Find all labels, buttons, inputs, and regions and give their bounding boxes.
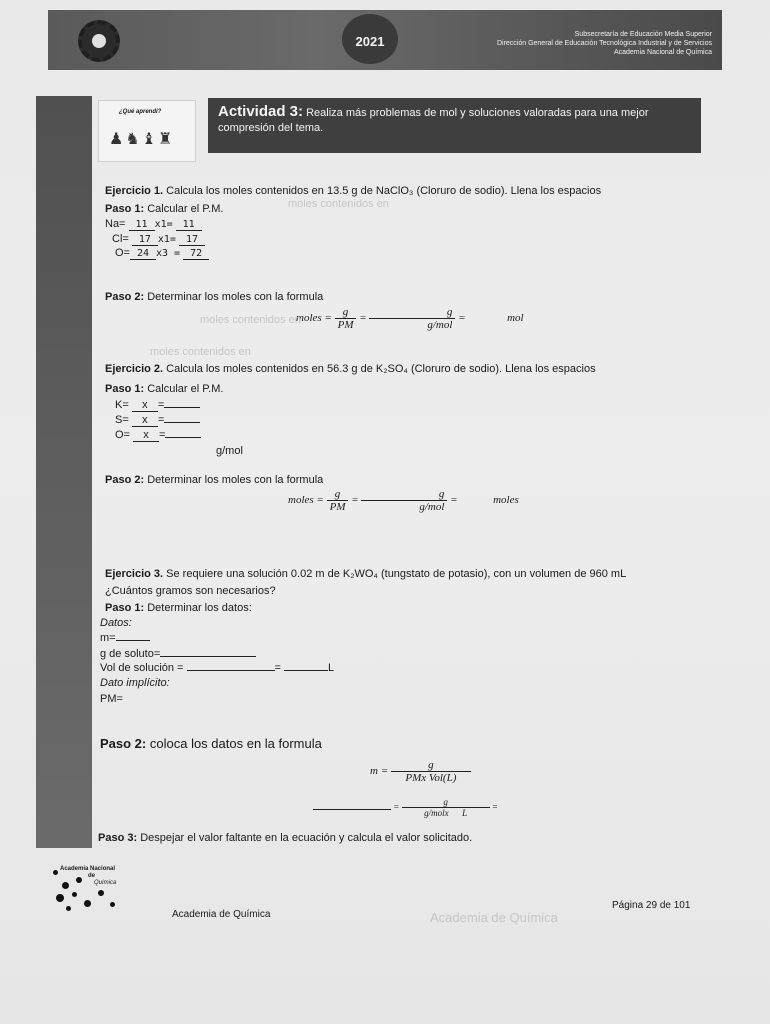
fraction-denominator: g/mol: [427, 319, 453, 331]
g-soluto-label: g de soluto=: [100, 648, 161, 660]
formula-equals: =: [393, 801, 400, 812]
formula-unit: mol: [507, 312, 524, 325]
institution-line-1: Subsecretaría de Educación Media Superior: [574, 31, 712, 38]
multiplier: x: [132, 414, 158, 427]
ex2-row-k: [115, 399, 200, 412]
den-l: L: [462, 808, 468, 818]
fraction-denominator: [402, 808, 490, 818]
element-label: S=: [115, 414, 129, 426]
result-blank: [165, 437, 201, 438]
year-badge: 2021: [342, 14, 398, 64]
g-soluto-blank: [160, 656, 256, 657]
ex1-heading: Ejercicio 1.: [105, 185, 164, 197]
formula-equals: =: [359, 312, 367, 325]
ex2-heading: Ejercicio 2.: [105, 363, 164, 375]
result-value: 72: [183, 248, 209, 260]
fraction-g-over-gmol: [369, 306, 455, 331]
bleed-through-text: moles contenidos en: [288, 198, 389, 210]
que-aprendi-label: ¿Qué aprendí?: [119, 109, 162, 115]
multiplier: x1=: [157, 234, 176, 245]
bleed-through-text: Academia de Química: [430, 910, 558, 925]
ex1-step1-text: Calcular el P.M.: [147, 203, 224, 215]
multiplier: x3 =: [155, 248, 181, 259]
ex2-statement: Calcula los moles contenidos en 56.3 g de K₂SO₄ (Cloruro de sodio). Llena los espacios: [166, 363, 596, 375]
fraction-g-over-pm: [327, 488, 349, 513]
ex1-row-cl: [112, 233, 205, 246]
fraction-numerator: g: [327, 488, 349, 501]
result-blank: [164, 407, 200, 408]
ex2-row-o: [115, 429, 201, 442]
footer-page-number: Página 29 de 101: [612, 900, 691, 911]
formula-equals: =: [351, 494, 359, 507]
fraction-g-over-pm-vol: [391, 759, 471, 784]
fraction-g-over-pm: [335, 306, 357, 331]
ex1-moles-formula: [296, 306, 524, 331]
formula-equals: =: [458, 312, 466, 325]
logo-text-2: de: [88, 873, 96, 879]
bleed-through-text: moles contenidos en: [150, 346, 251, 358]
formula-unit: moles: [493, 494, 519, 507]
fraction-denominator: g/mol: [419, 501, 445, 513]
ex3-molality-formula: [370, 759, 471, 784]
ex2-moles-formula: [288, 488, 519, 513]
formula-lhs: m =: [370, 765, 389, 778]
formula-equals: =: [450, 494, 458, 507]
element-label: K=: [115, 399, 129, 411]
fraction-g-over-gmol: [361, 488, 447, 513]
ex1-step1-label: Paso 1:: [105, 203, 145, 215]
institution-lines: [497, 30, 712, 57]
academia-nacional-logo: [50, 862, 150, 922]
ex3-step1: [105, 602, 252, 614]
ex1-row-na: [105, 218, 202, 231]
ex3-vol-row: [100, 662, 334, 674]
result-value: 11: [176, 219, 202, 231]
ex1-statement: Calcula los moles contenidos en 13.5 g de NaClO₃ (Cloruro de sodio). Llena los espacios: [166, 185, 602, 197]
ex2-total-unit: g/mol: [216, 445, 243, 457]
vol-blank-ml: [187, 670, 275, 671]
element-label: Cl=: [112, 233, 129, 245]
ex2-step2: [105, 474, 323, 486]
multiplier: x: [132, 399, 158, 412]
fraction-numerator: g: [361, 488, 447, 501]
mass-value: 24: [130, 248, 156, 260]
activity-text: Realiza más problemas de mol y soluciones valoradas para una mejor compresión del tema.: [218, 107, 649, 134]
institution-line-2: Dirección General de Educación Tecnológica Industrial y de Servicios: [496, 40, 712, 47]
que-aprendi-icon: [98, 100, 196, 162]
left-side-bar: [36, 96, 92, 848]
ex3-substituted-formula: [313, 797, 498, 818]
ex3-heading: Ejercicio 3.: [105, 568, 164, 580]
element-label: Na=: [105, 218, 126, 230]
footer-academy: Academia de Química: [172, 909, 271, 920]
fraction-numerator: g: [369, 306, 455, 319]
ex1-step2: [105, 291, 323, 303]
ex3-step2: [100, 736, 322, 751]
ex3-step1-label: Paso 1:: [105, 602, 145, 614]
result-blank: [313, 809, 391, 810]
ex2-step1-text: Calcular el P.M.: [147, 383, 224, 395]
mass-value: 11: [129, 219, 155, 231]
ex2-statement-line: [105, 363, 596, 375]
ex1-step2-label: Paso 2:: [105, 291, 145, 303]
multiplier: x: [133, 429, 159, 442]
fraction-numerator: g: [335, 306, 357, 319]
ex3-step3-label: Paso 3:: [98, 832, 138, 844]
institution-line-3: Academia Nacional de Química: [613, 49, 712, 56]
vol-blank-l: [284, 670, 328, 671]
ex3-statement-line: [105, 568, 626, 580]
formula-equals: =: [491, 801, 498, 812]
ex3-statement-1: Se requiere una solución 0.02 m de K₂WO₄ (tungstato de potasio), con un volumen de 960 mL: [166, 568, 627, 580]
ex2-step2-text: Determinar los moles con la formula: [147, 474, 324, 486]
activity-title: Actividad 3:: [218, 103, 304, 120]
formula-lhs: moles =: [296, 312, 332, 325]
m-label: m=: [100, 632, 116, 644]
logo-text-1: Academia Nacional: [60, 866, 116, 872]
bleed-through-text: moles contenidos en: [200, 314, 301, 326]
ex3-step1-text: Determinar los datos:: [147, 602, 252, 614]
students-figures-icon: ♟♞♝♜: [109, 131, 175, 148]
vol-label: Vol de solución =: [100, 662, 184, 674]
result-value: 17: [179, 234, 205, 246]
fraction-numerator: g: [391, 759, 471, 772]
multiplier: x1=: [154, 219, 173, 230]
fraction-denominator: PM: [337, 319, 354, 331]
ex2-row-s: [115, 414, 200, 427]
fraction-numerator: g: [402, 797, 490, 808]
element-label: O=: [115, 247, 130, 259]
ex1-step2-text: Determinar los moles con la formula: [147, 291, 324, 303]
ex3-step2-label: Paso 2:: [100, 736, 147, 751]
fraction-denominator: PM: [329, 501, 346, 513]
ex2-step1-label: Paso 1:: [105, 383, 145, 395]
element-label: O=: [115, 429, 130, 441]
ex1-statement-line: [105, 185, 601, 197]
ex3-implicit: Dato implícito:: [100, 677, 170, 689]
fraction-denominator: PMx Vol(L): [405, 772, 457, 784]
ex1-row-o: [115, 247, 209, 260]
den-gmol: g/molx: [424, 808, 449, 818]
ex3-step3: [98, 832, 472, 844]
equals: =: [159, 429, 166, 441]
formula-lhs: moles =: [288, 494, 324, 507]
ex3-statement-2: ¿Cuántos gramos son necesarios?: [105, 585, 276, 597]
fraction-substituted: [402, 797, 490, 818]
result-blank: [164, 422, 200, 423]
activity-banner: [208, 98, 701, 153]
ex3-g-row: [100, 648, 256, 660]
logo-text-3: Química: [94, 880, 117, 886]
ex3-pm-row: PM=: [100, 693, 123, 705]
equals: =: [157, 414, 165, 426]
dgeti-gear-logo: [78, 20, 120, 62]
ex3-datos: Datos:: [100, 617, 132, 629]
ex3-step2-text: coloca los datos en la formula: [149, 736, 322, 751]
ex3-m-row: [100, 632, 150, 644]
ex1-step1: [105, 203, 223, 215]
ex2-step1: [105, 383, 223, 395]
vol-unit: L: [328, 662, 335, 674]
equals: =: [157, 399, 165, 411]
mass-value: 17: [132, 234, 158, 246]
ex2-step2-label: Paso 2:: [105, 474, 145, 486]
m-blank: [116, 640, 150, 641]
ex3-step3-text: Despejar el valor faltante en la ecuación y calcula el valor solicitado.: [140, 832, 473, 844]
vol-equals: =: [274, 662, 281, 674]
